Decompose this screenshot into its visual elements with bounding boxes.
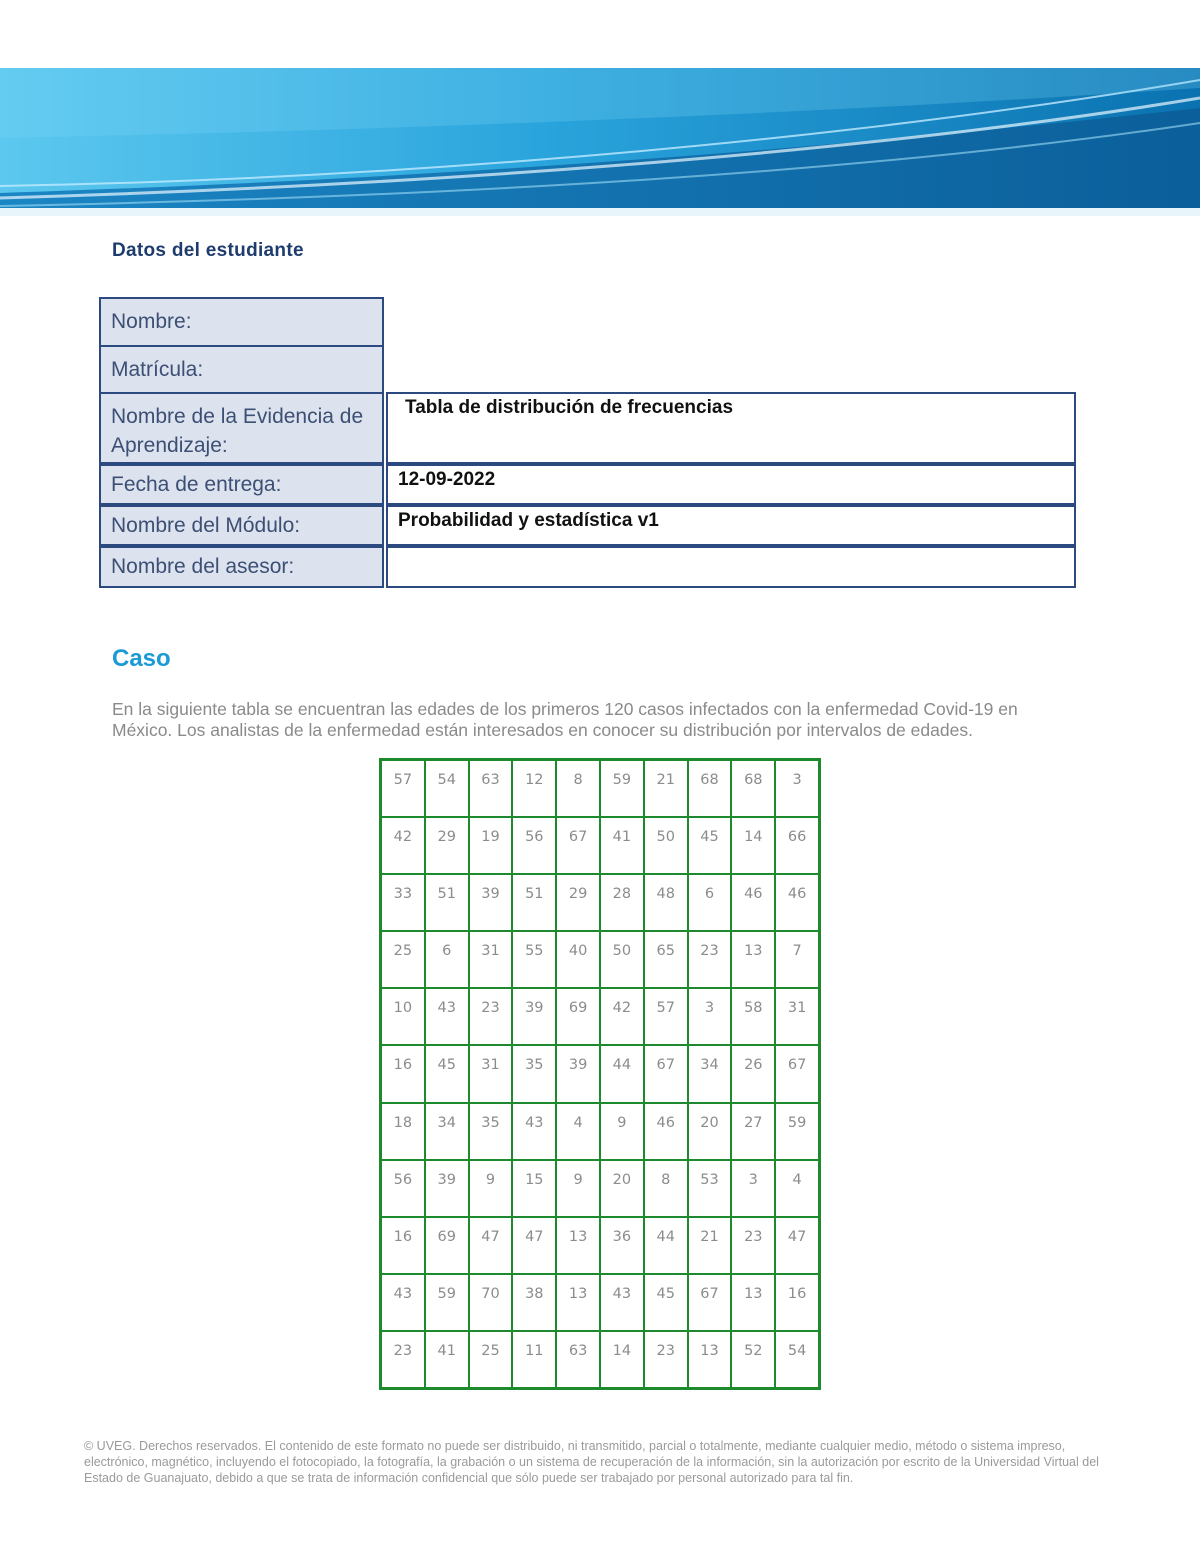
age-cell: 16	[775, 1274, 819, 1331]
age-cell: 47	[512, 1217, 556, 1274]
age-cell: 59	[775, 1103, 819, 1160]
age-cell: 34	[425, 1103, 469, 1160]
age-cell: 54	[775, 1331, 819, 1388]
age-cell: 40	[556, 931, 600, 988]
age-cell: 3	[775, 760, 819, 817]
age-cell: 11	[512, 1331, 556, 1388]
age-cell: 36	[600, 1217, 644, 1274]
age-cell: 53	[688, 1160, 732, 1217]
age-cell: 15	[512, 1160, 556, 1217]
age-cell: 19	[469, 817, 513, 874]
age-cell: 47	[469, 1217, 513, 1274]
label-fecha-entrega: Fecha de entrega:	[99, 464, 384, 505]
age-cell: 45	[644, 1274, 688, 1331]
age-cell: 54	[425, 760, 469, 817]
age-cell: 14	[600, 1331, 644, 1388]
age-cell: 39	[425, 1160, 469, 1217]
age-cell: 18	[381, 1103, 425, 1160]
age-cell: 23	[644, 1331, 688, 1388]
age-cell: 23	[731, 1217, 775, 1274]
age-cell: 45	[688, 817, 732, 874]
value-asesor	[386, 546, 1076, 588]
age-cell: 42	[600, 988, 644, 1045]
age-cell: 26	[731, 1045, 775, 1102]
value-evidencia: Tabla de distribución de frecuencias	[386, 392, 1076, 464]
label-matricula: Matrícula:	[99, 345, 384, 394]
label-evidencia: Nombre de la Evidencia de Aprendizaje:	[99, 392, 384, 464]
age-cell: 23	[688, 931, 732, 988]
label-modulo: Nombre del Módulo:	[99, 505, 384, 546]
age-cell: 51	[425, 874, 469, 931]
age-cell: 41	[425, 1331, 469, 1388]
age-cell: 46	[644, 1103, 688, 1160]
age-cell: 63	[556, 1331, 600, 1388]
value-modulo: Probabilidad y estadística v1	[386, 505, 1076, 546]
age-cell: 43	[425, 988, 469, 1045]
age-cell: 9	[600, 1103, 644, 1160]
age-cell: 57	[381, 760, 425, 817]
age-cell: 25	[469, 1331, 513, 1388]
age-cell: 6	[425, 931, 469, 988]
age-cell: 28	[600, 874, 644, 931]
age-cell: 48	[644, 874, 688, 931]
age-cell: 33	[381, 874, 425, 931]
age-cell: 3	[731, 1160, 775, 1217]
age-cell: 13	[731, 1274, 775, 1331]
label-nombre: Nombre:	[99, 297, 384, 347]
age-cell: 29	[556, 874, 600, 931]
age-cell: 70	[469, 1274, 513, 1331]
caso-title: Caso	[112, 645, 171, 672]
age-cell: 8	[556, 760, 600, 817]
age-cell: 4	[775, 1160, 819, 1217]
age-cell: 25	[381, 931, 425, 988]
age-cell: 67	[688, 1274, 732, 1331]
age-cell: 44	[644, 1217, 688, 1274]
age-cell: 16	[381, 1217, 425, 1274]
age-cell: 35	[512, 1045, 556, 1102]
age-cell: 67	[556, 817, 600, 874]
age-cell: 13	[556, 1274, 600, 1331]
age-cell: 66	[775, 817, 819, 874]
age-cell: 39	[469, 874, 513, 931]
label-asesor: Nombre del asesor:	[99, 546, 384, 588]
age-cell: 6	[688, 874, 732, 931]
age-cell: 46	[775, 874, 819, 931]
age-cell: 45	[425, 1045, 469, 1102]
age-cell: 52	[731, 1331, 775, 1388]
age-cell: 39	[512, 988, 556, 1045]
age-cell: 31	[469, 1045, 513, 1102]
age-cell: 51	[512, 874, 556, 931]
age-cell: 20	[600, 1160, 644, 1217]
age-cell: 58	[731, 988, 775, 1045]
age-cell: 59	[600, 760, 644, 817]
age-cell: 39	[556, 1045, 600, 1102]
caso-description: En la siguiente tabla se encuentran las edades de los primeros 120 casos infectados con la enfermedad Covid-19 en México. Los analistas de la enfermedad están interesados en conocer su distribución por intervalos de edades.	[112, 699, 1018, 740]
age-cell: 31	[469, 931, 513, 988]
age-cell: 68	[688, 760, 732, 817]
age-cell: 9	[556, 1160, 600, 1217]
age-cell: 13	[688, 1331, 732, 1388]
age-cell: 10	[381, 988, 425, 1045]
age-cell: 13	[556, 1217, 600, 1274]
age-cell: 56	[512, 817, 556, 874]
age-cell: 8	[644, 1160, 688, 1217]
age-cell: 50	[644, 817, 688, 874]
banner-graphic	[0, 68, 1200, 216]
age-cell: 38	[512, 1274, 556, 1331]
age-cell: 14	[731, 817, 775, 874]
age-cell: 69	[425, 1217, 469, 1274]
age-cell: 4	[556, 1103, 600, 1160]
age-cell: 44	[600, 1045, 644, 1102]
copyright-footer: © UVEG. Derechos reservados. El contenido de este formato no puede ser distribuido, ni transmitido, parcial o totalmente, mediante cualquier medio, método o sistema impreso, electrónico, magnético, incluyendo el fotocopiado, la fotografía, la grabación o un sistema de recuperación de la información, sin la autorización por escrito de la Universidad Virtual del Estado de Guanajuato, debido a que se trata de información confidencial que sólo puede ser trabajado por personal autorizado para tal fin.	[84, 1439, 1099, 1485]
age-cell: 41	[600, 817, 644, 874]
age-cell: 42	[381, 817, 425, 874]
age-cell: 34	[688, 1045, 732, 1102]
age-cell: 68	[731, 760, 775, 817]
age-cell: 57	[644, 988, 688, 1045]
age-cell: 7	[775, 931, 819, 988]
age-cell: 69	[556, 988, 600, 1045]
age-cell: 23	[469, 988, 513, 1045]
age-cell: 65	[644, 931, 688, 988]
age-cell: 27	[731, 1103, 775, 1160]
age-cell: 9	[469, 1160, 513, 1217]
age-cell: 47	[775, 1217, 819, 1274]
age-cell: 21	[688, 1217, 732, 1274]
age-cell: 50	[600, 931, 644, 988]
ages-table	[379, 758, 821, 1390]
age-cell: 63	[469, 760, 513, 817]
age-cell: 20	[688, 1103, 732, 1160]
age-cell: 43	[512, 1103, 556, 1160]
student-section-title: Datos del estudiante	[112, 240, 304, 261]
age-cell: 56	[381, 1160, 425, 1217]
age-cell: 23	[381, 1331, 425, 1388]
age-cell: 12	[512, 760, 556, 817]
age-cell: 31	[775, 988, 819, 1045]
age-cell: 46	[731, 874, 775, 931]
age-cell: 13	[731, 931, 775, 988]
age-cell: 3	[688, 988, 732, 1045]
age-cell: 55	[512, 931, 556, 988]
age-cell: 43	[381, 1274, 425, 1331]
value-fecha-entrega: 12-09-2022	[386, 464, 1076, 505]
age-cell: 29	[425, 817, 469, 874]
header-banner	[0, 68, 1200, 216]
age-cell: 59	[425, 1274, 469, 1331]
age-cell: 35	[469, 1103, 513, 1160]
age-cell: 67	[644, 1045, 688, 1102]
age-cell: 21	[644, 760, 688, 817]
age-cell: 67	[775, 1045, 819, 1102]
age-cell: 16	[381, 1045, 425, 1102]
age-cell: 43	[600, 1274, 644, 1331]
